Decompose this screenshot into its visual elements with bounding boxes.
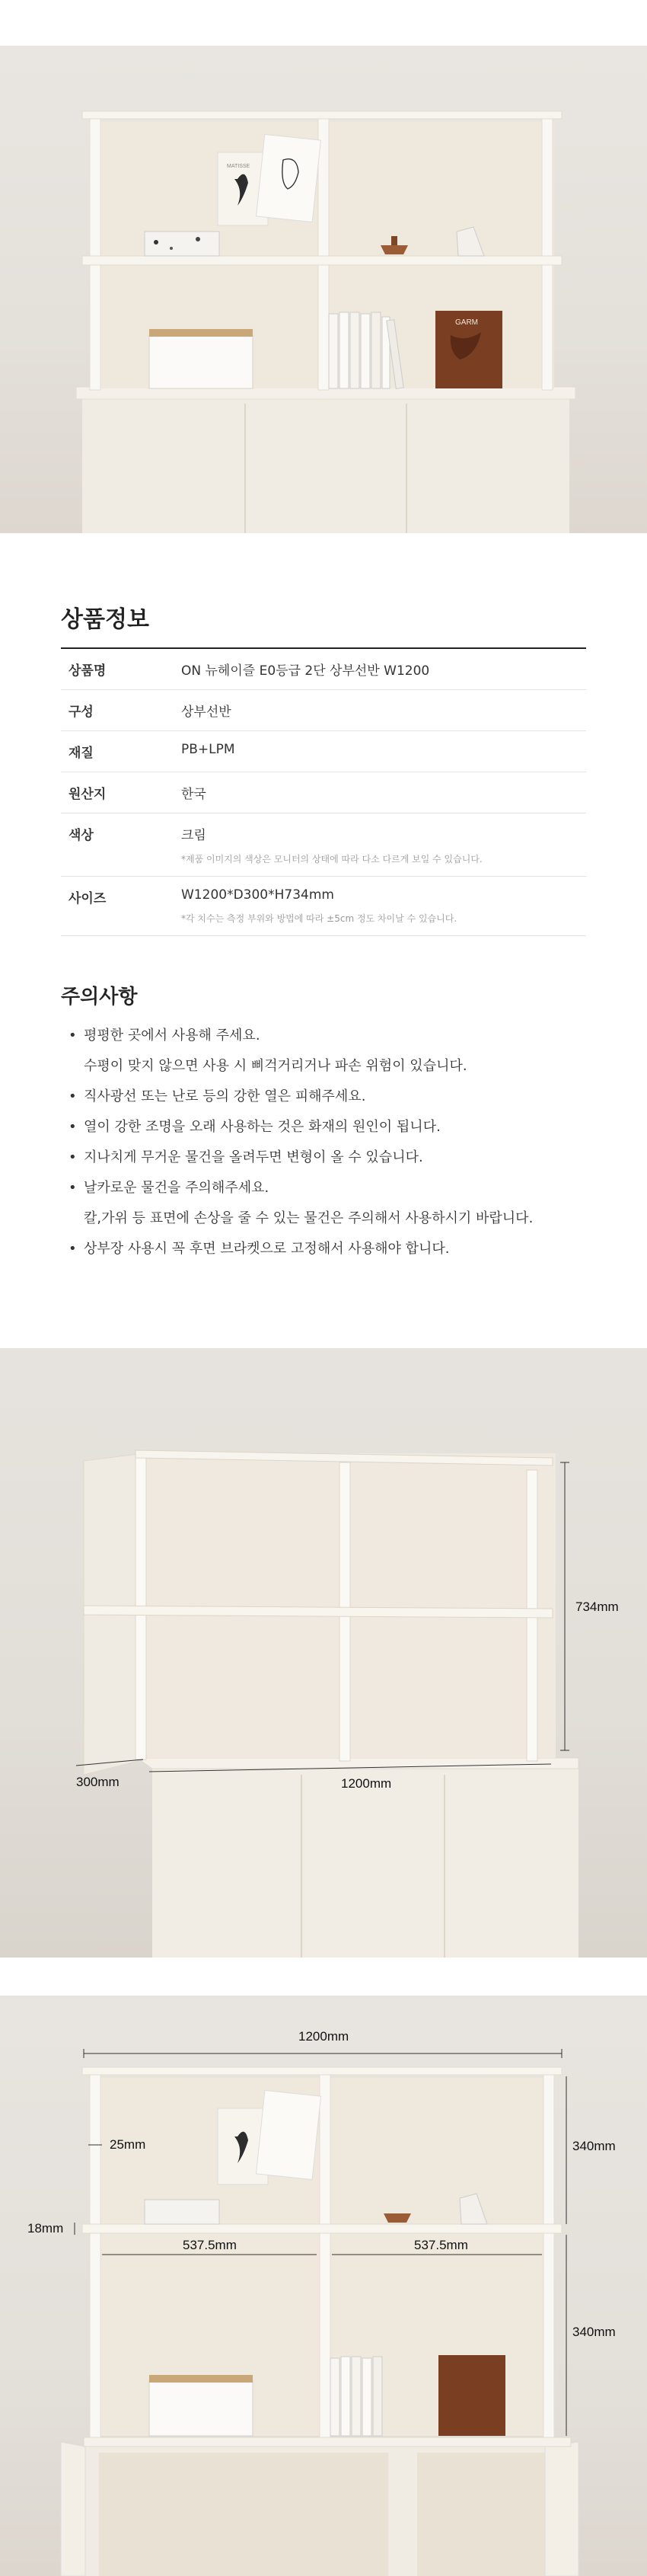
caution-subtext: 수평이 맞지 않으면 사용 시 삐걱거리거나 파손 위험이 있습니다. [84, 1058, 467, 1074]
product-info-section [0, 533, 647, 1341]
poster-right [257, 134, 321, 222]
depth-label: 300mm [76, 1775, 120, 1789]
info-row-size [61, 877, 586, 936]
info-value: W1200*D300*H734mm [181, 887, 334, 903]
hero-photo [0, 46, 647, 533]
dimension-shelf-illustration [0, 1348, 647, 1958]
dimension-photo-front [0, 1348, 647, 1958]
info-value: ON 뉴헤이즐 E0등급 2단 상부선반 W1200 [181, 663, 430, 679]
shelf-thickness-label: 18mm [27, 2221, 64, 2236]
storage-basket [149, 335, 253, 388]
info-key: 상품명 [69, 663, 107, 679]
info-value: 상부선반 [181, 705, 231, 720]
caution-item: • 날카로운 물건을 주의해주세요. [69, 1173, 601, 1203]
caution-subtext: 칼,가위 등 표면에 손상을 줄 수 있는 물건은 주의해서 사용하시기 바랍니다. [84, 1210, 534, 1226]
info-row-origin [61, 772, 586, 813]
inner-right-width-label: 537.5mm [414, 2238, 468, 2252]
info-table [61, 647, 586, 936]
lower-shelf-height-label: 340mm [572, 2325, 616, 2339]
poster-text: MATISSE [227, 164, 250, 169]
info-note: *제품 이미지의 색상은 모니터의 상태에 따라 다소 다르게 보일 수 있습니다. [181, 854, 483, 865]
height-label: 734mm [575, 1600, 619, 1614]
info-key: 원산지 [69, 787, 107, 802]
wood-bowl [381, 245, 408, 254]
caution-item: • 열이 강한 조명을 오래 사용하는 것은 화재의 원인이 됩니다. [69, 1112, 601, 1143]
info-key: 구성 [69, 705, 94, 720]
upper-shelf-height-label: 340mm [572, 2139, 616, 2153]
detail-width-label: 1200mm [298, 2029, 349, 2044]
caution-heading: 주의사항 [61, 986, 138, 1008]
detail-shelf-illustration [0, 1996, 647, 2576]
width-label: 1200mm [341, 1776, 392, 1791]
middle-shelf [82, 256, 562, 265]
info-heading: 상품정보 [61, 606, 149, 633]
hero-shelf-illustration [0, 46, 647, 533]
caution-item: • 지나치게 무거운 물건을 올려두면 변형이 올 수 있습니다. [69, 1143, 601, 1173]
caution-item: • 직사광선 또는 난로 등의 강한 열은 피해주세요. [69, 1082, 601, 1112]
caution-item: • 상부장 사용시 꼭 후면 브라켓으로 고정해서 사용해야 합니다. [69, 1234, 601, 1264]
cabinet-body [82, 396, 569, 533]
caution-list [69, 1021, 601, 1264]
info-value: 한국 [181, 787, 206, 802]
inner-left-width-label: 537.5mm [183, 2238, 237, 2252]
info-value: PB+LPM [181, 742, 235, 757]
info-row-name [61, 649, 586, 690]
info-value: 크림 [181, 828, 206, 843]
info-key: 사이즈 [69, 891, 107, 906]
info-row-material [61, 731, 586, 772]
dimension-photo-detail [0, 1996, 647, 2576]
info-key: 색상 [69, 828, 94, 843]
post-width-label: 25mm [110, 2137, 146, 2152]
book-title: GARM [455, 318, 478, 327]
caution-item: • 평평한 곳에서 사용해 주세요. [69, 1021, 601, 1051]
info-key: 재질 [69, 746, 94, 761]
info-note: *각 치수는 측정 부위와 방법에 따라 ±5cm 정도 차이날 수 있습니다. [181, 913, 457, 924]
info-row-composition [61, 690, 586, 731]
info-row-color [61, 813, 586, 877]
